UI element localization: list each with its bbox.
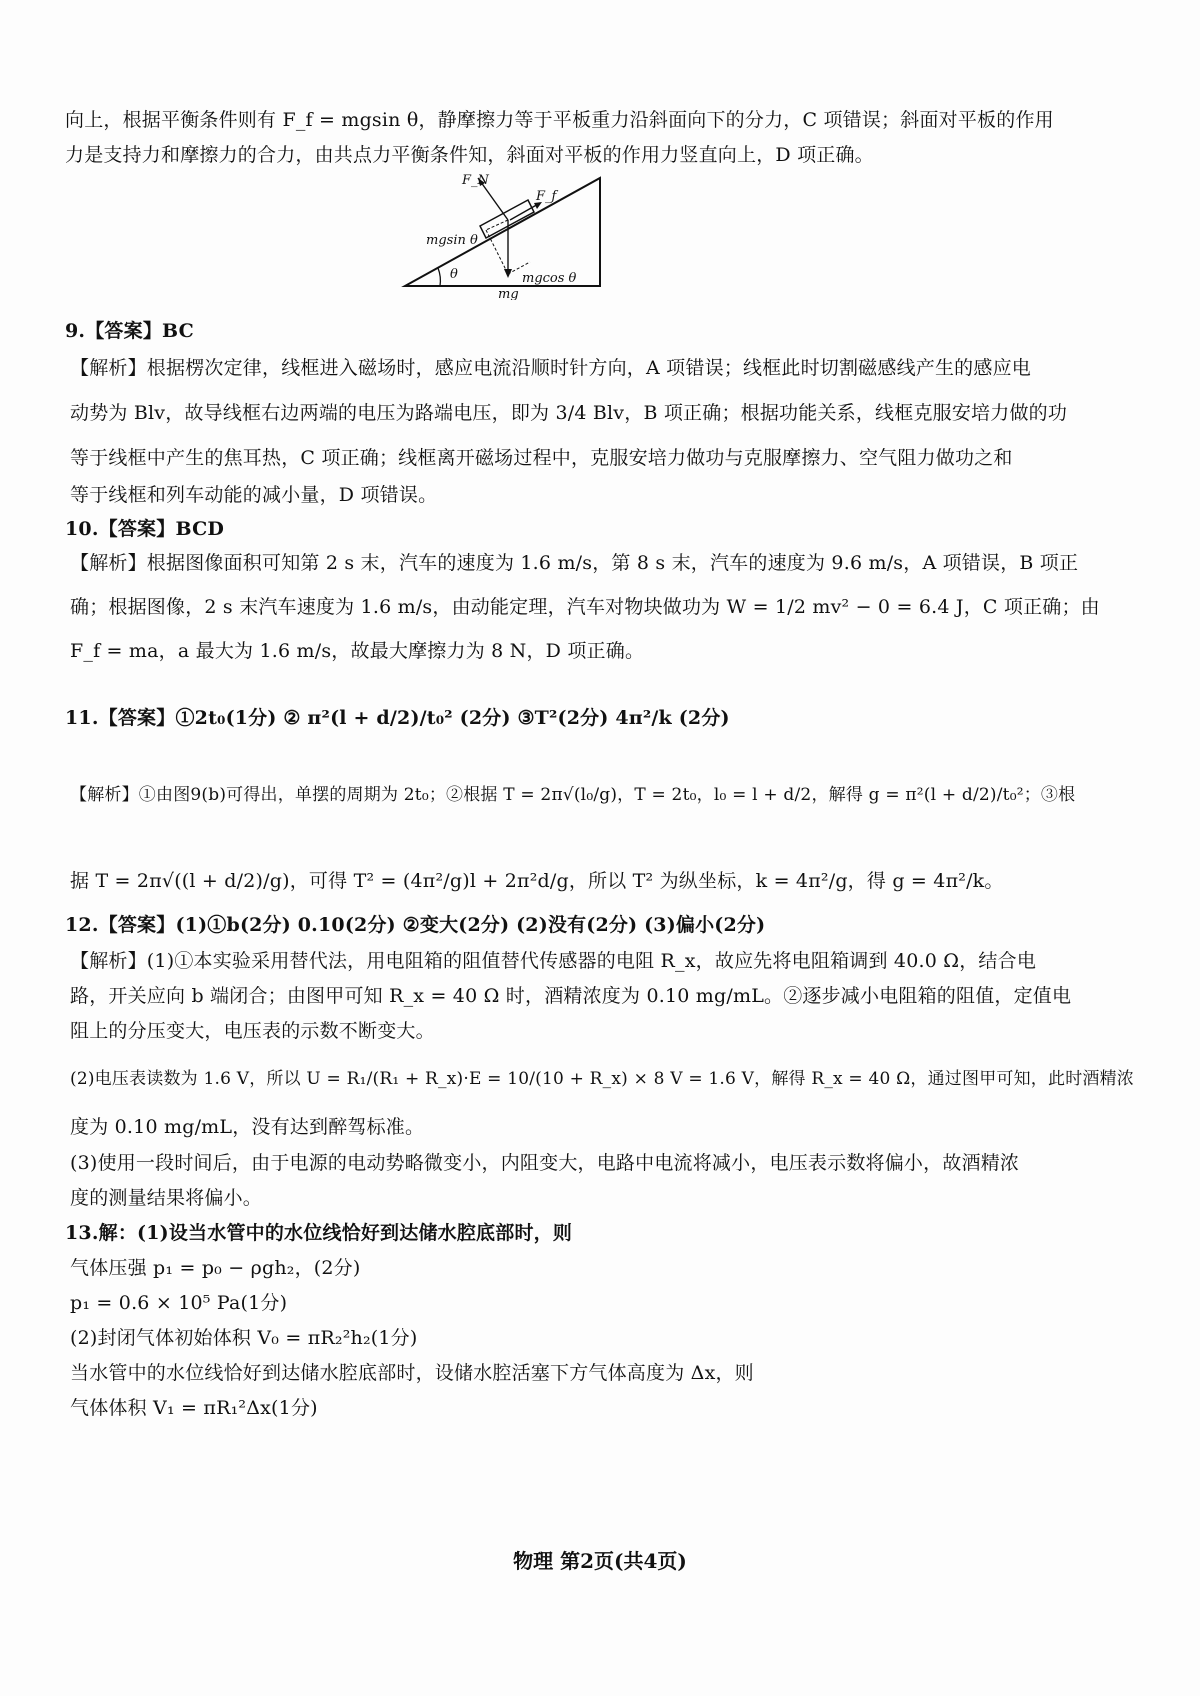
text-line: 度为 0.10 mg/mL，没有达到醉驾标准。	[70, 1116, 425, 1138]
angle-arc	[438, 268, 440, 286]
text-line: 据 T = 2π√((l + d/2)/g)，可得 T² = (4π²/g)l + 2π²d/g，所以 T² 为纵坐标，k = 4π²/g，得 g = 4π²/k。	[70, 870, 1004, 892]
answer-11: 11.【答案】①2t₀(1分) ② π²(l + d/2)/t₀² (2分) ③T²(2分) 4π²/k (2分)	[65, 707, 730, 729]
answer-13: 13.解：(1)设当水管中的水位线恰好到达储水腔底部时，则	[65, 1222, 573, 1244]
label-theta: θ	[450, 267, 458, 282]
text-line: 等于线框和列车动能的减小量，D 项错误。	[70, 484, 438, 506]
text-line: 【解析】根据图像面积可知第 2 s 末，汽车的速度为 1.6 m/s，第 8 s 末，汽车的速度为 9.6 m/s，A 项错误，B 项正	[70, 552, 1079, 574]
incline-force-diagram	[400, 170, 610, 300]
text-line: F_f = ma，a 最大为 1.6 m/s，故最大摩擦力为 8 N，D 项正确。	[70, 640, 645, 662]
label-mg: mg	[498, 287, 519, 300]
text-line: 度的测量结果将偏小。	[70, 1187, 263, 1209]
label-fn: F_N	[462, 173, 489, 188]
text-line: (2)封闭气体初始体积 V₀ = πR₂²h₂(1分)	[70, 1327, 418, 1349]
text-line: 阻上的分压变大，电压表的示数不断变大。	[70, 1020, 435, 1042]
page-footer: 物理 第2页(共4页)	[513, 1549, 687, 1573]
text-line: 向上，根据平衡条件则有 F_f = mgsin θ，静摩擦力等于平板重力沿斜面向下的分力，C 项错误；斜面对平板的作用	[65, 109, 1054, 131]
text-line: 路，开关应向 b 端闭合；由图甲可知 R_x = 40 Ω 时，酒精浓度为 0.10 mg/mL。②逐步减小电阻箱的阻值，定值电	[70, 985, 1072, 1007]
text-line: 确；根据图像，2 s 末汽车速度为 1.6 m/s，由动能定理，汽车对物块做功为 W = 1/2 mv² − 0 = 6.4 J，C 项正确；由	[70, 596, 1100, 618]
text-line: 力是支持力和摩擦力的合力，由共点力平衡条件知，斜面对平板的作用力竖直向上，D 项正确。	[65, 144, 874, 166]
answer-12: 12.【答案】(1)①b(2分) 0.10(2分) ②变大(2分) (2)没有(2分) (3)偏小(2分)	[65, 914, 766, 936]
incline-triangle	[405, 178, 600, 286]
label-ff: F_f	[536, 189, 557, 204]
text-line: 【解析】(1)①本实验采用替代法，用电阻箱的阻值替代传感器的电阻 R_x，故应先将电阻箱调到 40.0 Ω，结合电	[70, 950, 1037, 972]
text-line: 【解析】①由图9(b)可得出，单摆的周期为 2t₀；②根据 T = 2π√(l₀/g)，T = 2t₀，l₀ = l + d/2，解得 g = π²(l + d/2)/t₀²；③根	[70, 785, 1076, 805]
text-line: 【解析】根据楞次定律，线框进入磁场时，感应电流沿顺时针方向，A 项错误；线框此时切割磁感线产生的感应电	[70, 357, 1031, 379]
text-line: (3)使用一段时间后，由于电源的电动势略微变小，内阻变大，电路中电流将减小，电压表示数将偏小，故酒精浓	[70, 1152, 1020, 1174]
text-line: 动势为 Blv，故导线框右边两端的电压为路端电压，即为 3/4 Blv，B 项正确；根据功能关系，线框克服安培力做的功	[70, 402, 1068, 424]
text-line: p₁ = 0.6 × 10⁵ Pa(1分)	[70, 1292, 288, 1314]
text-line: 气体压强 p₁ = p₀ − ρgh₂，(2分)	[70, 1257, 361, 1279]
text-line: (2)电压表读数为 1.6 V，所以 U = R₁/(R₁ + R_x)·E = 10/(10 + R_x) × 8 V = 1.6 V，解得 R_x = 40 Ω，通过图甲可知，此时酒精浓	[70, 1069, 1134, 1089]
answer-9: 9.【答案】BC	[65, 320, 194, 342]
label-mgsin: mgsin θ	[426, 233, 478, 248]
text-line: 气体体积 V₁ = πR₁²Δx(1分)	[70, 1397, 318, 1419]
label-mgcos: mgcos θ	[522, 271, 577, 286]
answer-10: 10.【答案】BCD	[65, 518, 225, 540]
text-line: 等于线框中产生的焦耳热，C 项正确；线框离开磁场过程中，克服安培力做功与克服摩擦力、空气阻力做功之和	[70, 447, 1013, 469]
text-line: 当水管中的水位线恰好到达储水腔底部时，设储水腔活塞下方气体高度为 Δx，则	[70, 1362, 754, 1384]
